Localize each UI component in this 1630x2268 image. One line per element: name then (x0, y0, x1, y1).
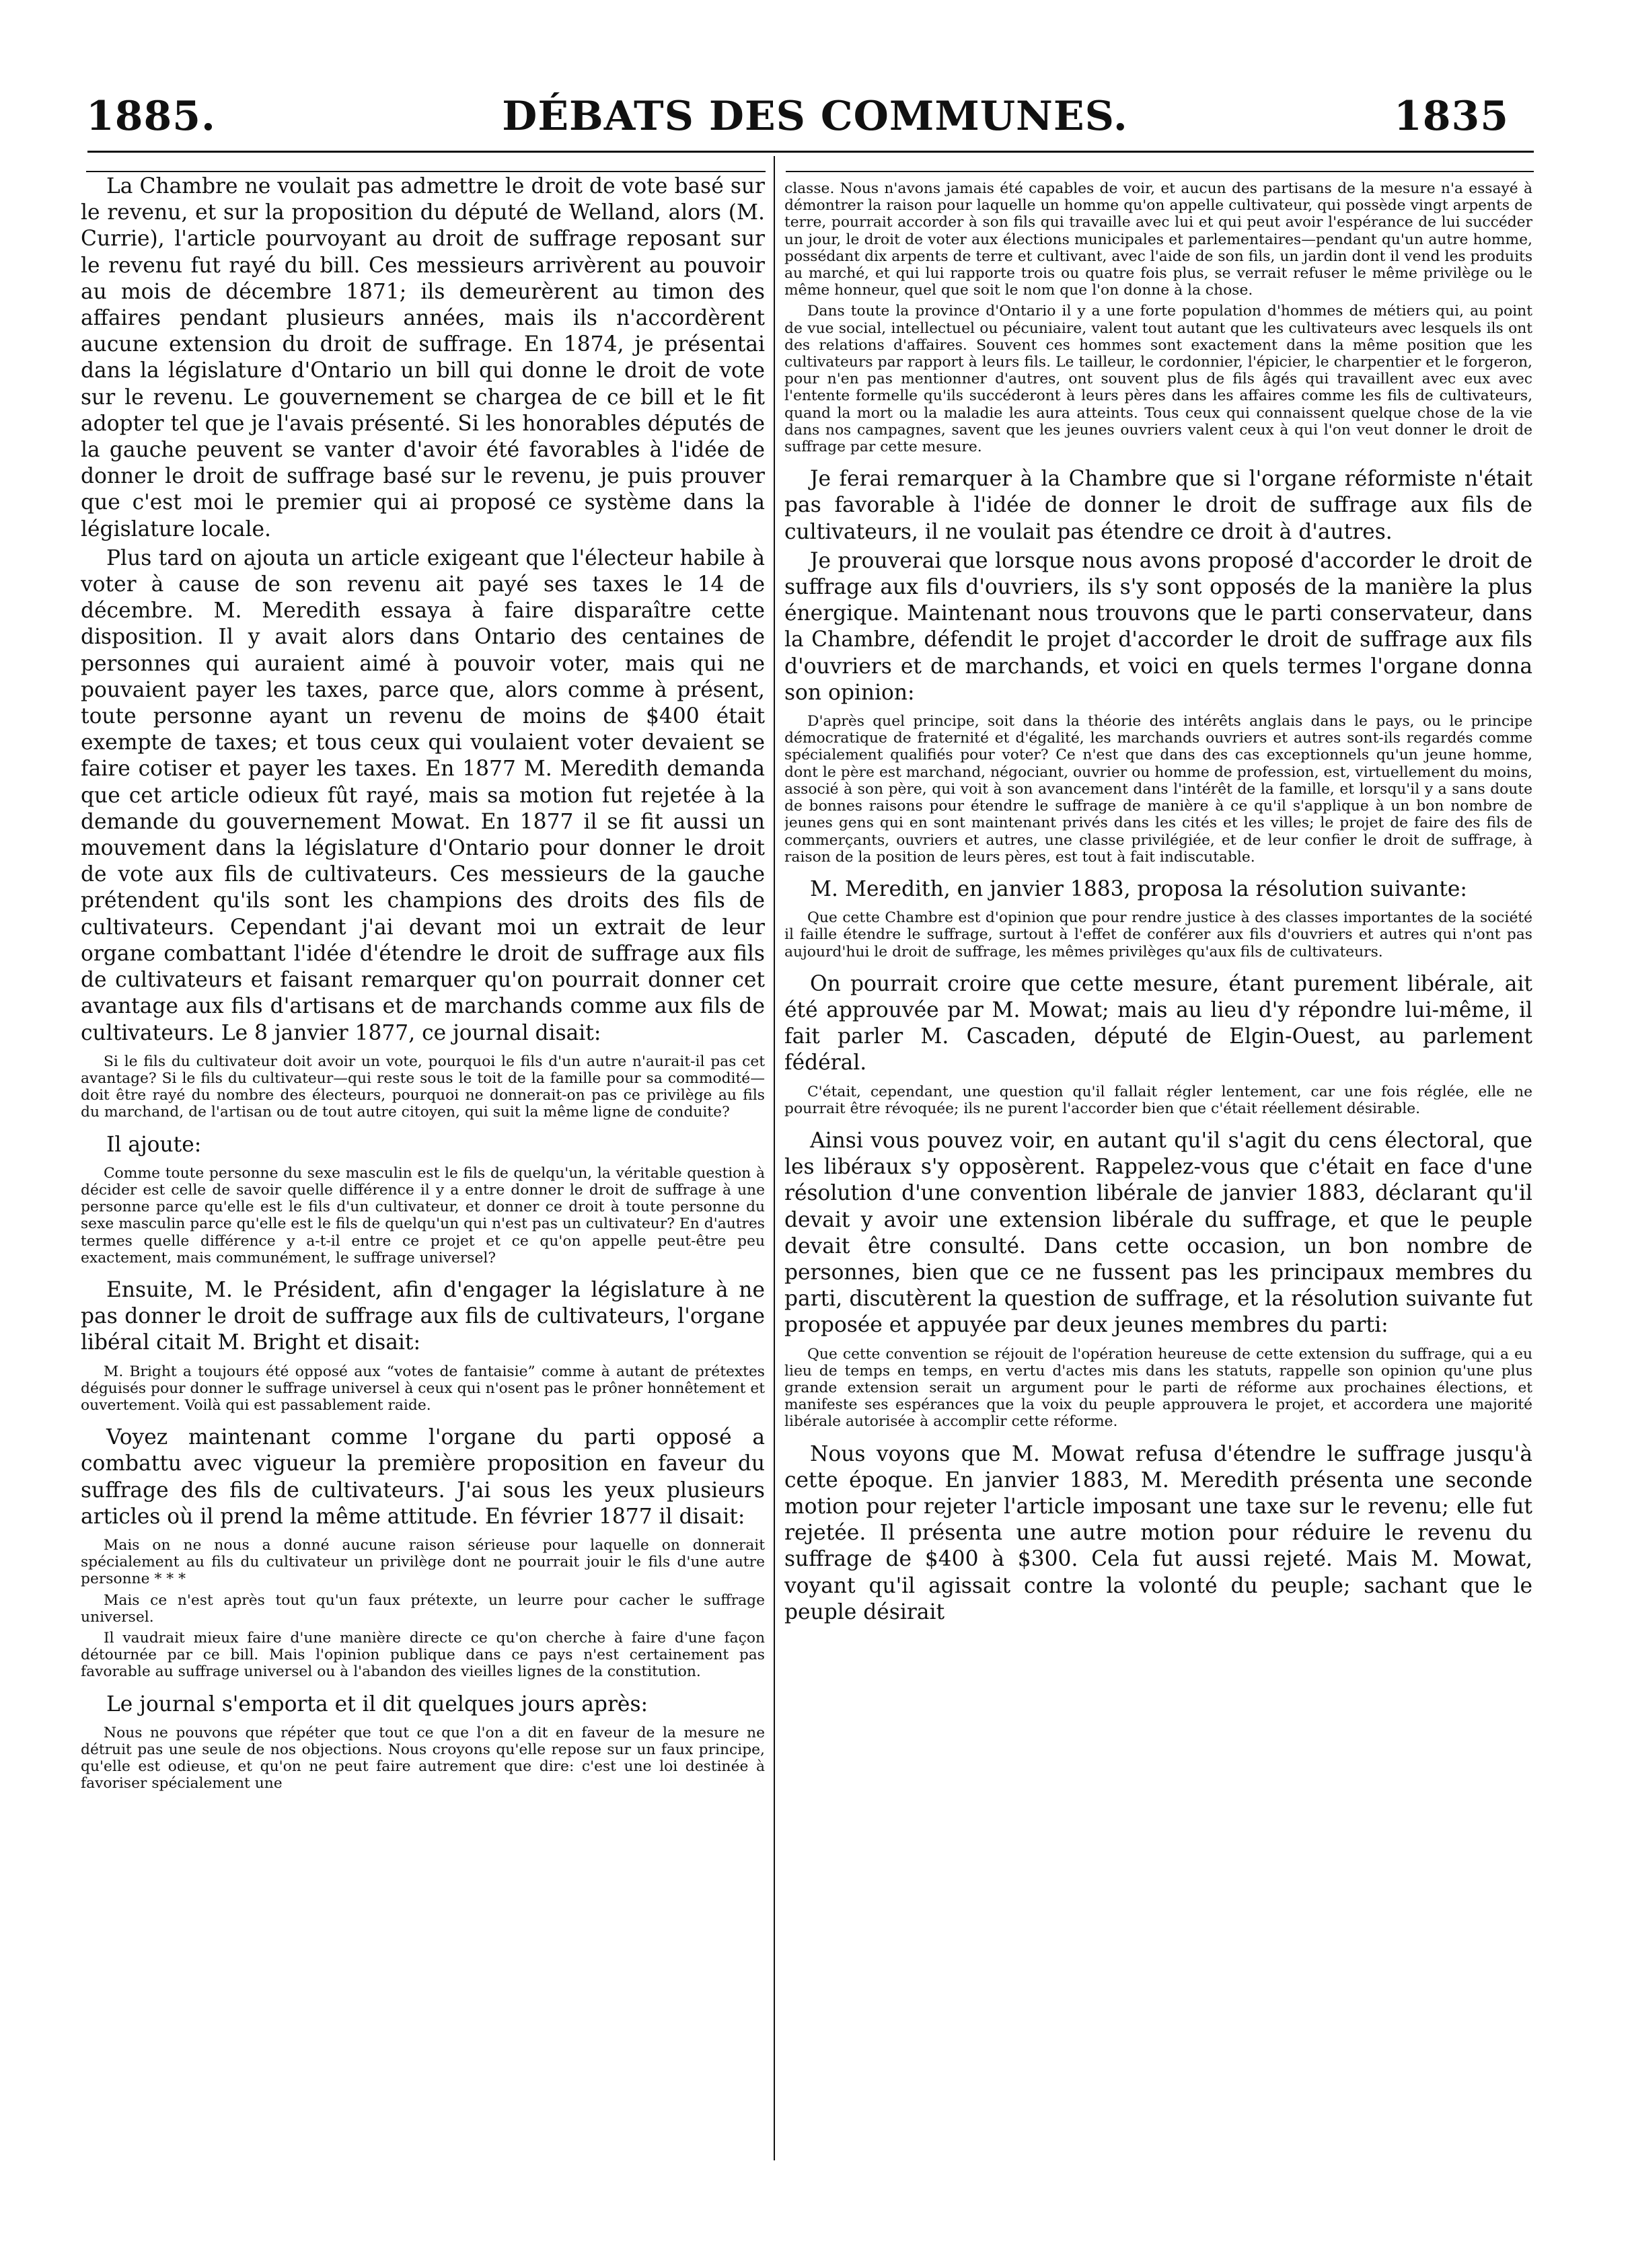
column-divider (774, 156, 775, 2160)
left-column (81, 174, 765, 2232)
quoted-passage: Dans toute la province d'Ontario il y a une forte population d'hommes de métiers qui, au point de vue social, intellectuel ou pécuniaire, valent tout autant que les cultivateurs avec lesquels ils ont des relations d'affaires. Souvent ces hommes sont exactement dans la même position que les cultivateurs par rapport à leurs fils. Le tailleur, le cordonnier, l'épicier, le charpentier et le forgeron, pour n'en pas mentionner d'autres, ont souvent plus de fils âgés qui travaillent avec eux avec l'entente formelle qu'ils succéderont à leurs pères dans les affaires comme les fils de cultivateurs, quand la mort ou la maladie les aura atteints. Tous ceux qui connaissent quelque chose de la vie dans nos campagnes, savent que les jeunes ouvriers valent ceux à qui l'on veut donner le droit de suffrage par cette mesure. (784, 303, 1532, 456)
quoted-passage: D'après quel principe, soit dans la théorie des intérêts anglais dans le pays, ou le principe démocratique de fraternité et d'égalité, les marchands ouvriers et autres sont-ils regardés comme spécialement qualifiés pour voter? Ce n'est que dans des cas exceptionnels qu'un jeune homme, dont le père est marchand, négociant, ouvrier ou homme de profession, est, virtuellement du moins, associé à son père, qui voit à son avancement dans l'intérêt de la famille, et lorsqu'il y a sans doute de bonnes raisons pour étendre le suffrage de manière à ce qu'il s'applique à un bon nombre de jeunes gens qui en sont maintenant privés dans les cités et les villes; le projet de faire des fils de commerçants, ouvriers et autres, une classe privilégiée, et de leur confier le droit de suffrage, à raison de la position de leurs pères, est tout à fait indiscutable. (784, 713, 1532, 866)
quoted-passage: Si le fils du cultivateur doit avoir un vote, pourquoi le fils d'un autre n'aurait-il pas cet avantage? Si le fils du cultivateur—qui reste sous le toit de la famille pour sa commodité—doit être rayé du nombre des électeurs, pourquoi ne donnerait-on pas ce privilège au fils du marchand, de l'artisan ou de tout autre citoyen, qui suit la même ligne de conduite? (81, 1053, 765, 1121)
quoted-passage: Nous ne pouvons que répéter que tout ce que l'on a dit en faveur de la mesure ne détruit pas une seule de nos objections. Nous croyons qu'elle repose sur un faux principe, qu'elle est odieuse, et qu'on ne peut faire autrement que dire: c'est une loi destinée à favoriser spécialement une (81, 1724, 765, 1792)
quoted-passage: Que cette Chambre est d'opinion que pour rendre justice à des classes importantes de la société il faille étendre le suffrage, surtout à l'effet de conférer aux fils d'ouvriers et autres qui n'ont pas aujourd'hui le droit de suffrage, les mêmes privilèges qu'aux fils de cultivateurs. (784, 909, 1532, 960)
paragraph: La Chambre ne voulait pas admettre le droit de vote basé sur le revenu, et sur la proposition du député de Welland, alors (M. Currie), l'article pourvoyant au droit de suffrage reposant sur le revenu fut rayé du bill. Ces messieurs arrivèrent au pouvoir au mois de décembre 1871; ils demeurèrent au timon des affaires pendant plusieurs années, mais ils n'accordèrent aucune extension du droit de suffrage. En 1874, je présentai dans la législature d'Ontario un bill qui donne le droit de vote sur le revenu. Le gouvernement se chargea de ce bill et le fit adopter tel que je l'avais présenté. Si les honorables députés de la gauche peuvent se vanter d'avoir été favorables à l'idée de donner le droit de suffrage basé sur le revenu, je puis prouver que c'est moi le premier qui ai proposé ce système dans la législature locale. (81, 174, 765, 541)
quoted-passage: M. Bright a toujours été opposé aux “votes de fantaisie” comme à autant de prétextes déguisés pour donner le suffrage universel à ceux qui n'osent pas le prôner honnêtement et ouvertement. Voilà qui est passablement raide. (81, 1363, 765, 1414)
paragraph: M. Meredith, en janvier 1883, proposa la résolution suivante: (810, 876, 1467, 901)
page-number: 1835 (1394, 93, 1509, 140)
page-year: 1885. (86, 93, 216, 140)
paragraph: Je prouverai que lorsque nous avons proposé d'accorder le droit de suffrage aux fils d'ouvriers, ils s'y sont opposés de la manière la plus énergique. Maintenant nous trouvons que le parti conservateur, dans la Chambre, défendit le projet d'accorder le droit de suffrage aux fils d'ouvriers et de marchands, et voici en quels termes l'organe donna son opinion: (784, 548, 1532, 705)
paragraph: Plus tard on ajouta un article exigeant que l'électeur habile à voter à cause de son revenu ait payé ses taxes le 14 de décembre. M. Meredith essaya à faire disparaître cette disposition. Il y avait alors dans Ontario des centaines de personnes qui auraient aimé à pouvoir voter, mais qui ne pouvaient payer les taxes, parce que, alors comme à présent, toute personne ayant un revenu de moins de $400 était exempte de taxes; et tous ceux qui voulaient voter devaient se faire cotiser et payer les taxes. En 1877 M. Meredith demanda que cet article odieux fût rayé, mais sa motion fut rejetée à la demande du gouvernement Mowat. En 1877 il se fit aussi un mouvement dans la législature d'Ontario pour donner le droit de vote aux fils de cultivateurs. Ces messieurs de la gauche prétendent qu'ils sont les champions des droits des fils de cultivateurs. Cependant j'ai devant moi un extrait de leur organe combattant l'idée d'étendre le droit de suffrage aux fils de cultivateurs et faisant remarquer qu'on pourrait donner cet avantage aux fils d'artisans et de marchands comme aux fils de cultivateurs. Le 8 janvier 1877, ce journal disait: (81, 545, 765, 1045)
paragraph: Ainsi vous pouvez voir, en autant qu'il s'agit du cens électoral, que les libéraux s'y opposèrent. Rappelez-vous que c'était en face d'une résolution d'une convention libérale de janvier 1883, déclarant qu'il devait y avoir une extension libérale du suffrage, et que le peuple devait être consulté. Dans cette occasion, un bon nombre de personnes, bien que ce ne fussent pas les principaux membres du parti, discutèrent la question de suffrage, et la résolution suivante fut proposée et appuyée par deux jeunes membres du parti: (784, 1128, 1532, 1338)
paragraph: Je ferai remarquer à la Chambre que si l'organe réformiste n'était pas favorable à l'idée de donner le droit de suffrage aux fils de cultivateurs, il ne voulait pas étendre ce droit à d'autres. (784, 467, 1532, 544)
paragraph: Le journal s'emporta et il dit quelques jours après: (106, 1692, 649, 1716)
paragraph: On pourrait croire que cette mesure, étant purement libérale, ait été approuvée par M. Mowat; mais au lieu d'y répondre lui-même, il fait parler M. Cascaden, député de Elgin-Ouest, au parlement fédéral. (784, 971, 1532, 1075)
header-rule (87, 151, 1534, 153)
quoted-passage: classe. Nous n'avons jamais été capables de voir, et aucun des partisans de la mesure n'a essayé à démontrer la raison pour laquelle un homme qu'on appelle cultivateur, qui possède vingt arpents de terre, pourrait accorder à son fils qui travaille avec lui et qui peut avoir l'espérance de lui succéder un jour, le droit de voter aux élections municipales et parlementaires—pendant qu'un autre homme, possédant dix arpents de terre et cultivant, avec l'aide de son fils, un jardin dont il vend les produits au marché, et qui lui rapporte trois ou quatre fois plus, se verrait refuser le même privilège ou le même honneur, quel que soit le nom que l'on donne à la chose. (784, 180, 1532, 299)
right-column-top-rule (786, 171, 1534, 172)
left-column-top-rule (86, 171, 766, 172)
quoted-passage: C'était, cependant, une question qu'il fallait régler lentement, car une fois réglée, elle ne pourrait être révoquée; ils ne purent l'accorder bien que c'était réellement désirable. (784, 1083, 1532, 1117)
quoted-passage: Mais ce n'est après tout qu'un faux prétexte, un leurre pour cacher le suffrage universel. (81, 1591, 765, 1626)
quoted-passage: Il vaudrait mieux faire d'une manière directe ce qu'on cherche à faire d'une façon détournée par ce bill. Mais l'opinion publique dans ce pays n'est certainement pas favorable au suffrage universel ou à l'abandon des vieilles lignes de la constitution. (81, 1629, 765, 1681)
paragraph: Nous voyons que M. Mowat refusa d'étendre le suffrage jusqu'à cette époque. En janvier 1883, M. Meredith présenta une seconde motion pour rejeter l'article imposant une taxe sur le revenu; elle fut rejetée. Il présenta une autre motion pour réduire le revenu du suffrage de $400 à $300. Cela fut aussi rejeté. Mais M. Mowat, voyant qu'il agissait contre la volonté du peuple; sachant que le peuple désirait (784, 1441, 1532, 1624)
right-column (784, 174, 1532, 2232)
paragraph: Voyez maintenant comme l'organe du parti opposé a combattu avec vigueur la première proposition en faveur du suffrage des fils de cultivateurs. J'ai sous les yeux plusieurs articles où il prend la même attitude. En février 1877 il disait: (81, 1425, 765, 1529)
paragraph: Ensuite, M. le Président, afin d'engager la législature à ne pas donner le droit de suffrage aux fils de cultivateurs, l'organe libéral citait M. Bright et disait: (81, 1277, 765, 1355)
quoted-passage: Mais on ne nous a donné aucune raison sérieuse pour laquelle on donnerait spécialement au fils du cultivateur un privilège dont ne pourrait jouir le fils d'une autre personne * * * (81, 1536, 765, 1588)
quoted-passage: Que cette convention se réjouit de l'opération heureuse de cette extension du suffrage, qui a eu lieu de temps en temps, en vertu d'actes mis dans les statuts, rappelle son opinion qu'une plus grande extension serait un argument pour le parti de réforme aux prochaines élections, et manifeste ses espérances que la voix du peuple approuvera le projet, et accordera une majorité libérale autorisée à accomplir cette réforme. (784, 1345, 1532, 1431)
paragraph: Il ajoute: (106, 1132, 202, 1157)
running-title: DÉBATS DES COMMUNES. (502, 93, 1128, 140)
quoted-passage: Comme toute personne du sexe masculin est le fils de quelqu'un, la véritable question à décider est celle de savoir quelle différence il y a entre donner le droit de suffrage à une personne parce qu'elle est le fils d'un cultivateur, et donner ce droit à toute personne du sexe masculin parce qu'elle est le fils de quelqu'un qui n'est pas un cultivateur? En d'autres termes quelle différence y a-t-il entre ce projet et ce qu'on appelle peut-être peu exactement, mais communément, le suffrage universel? (81, 1164, 765, 1267)
